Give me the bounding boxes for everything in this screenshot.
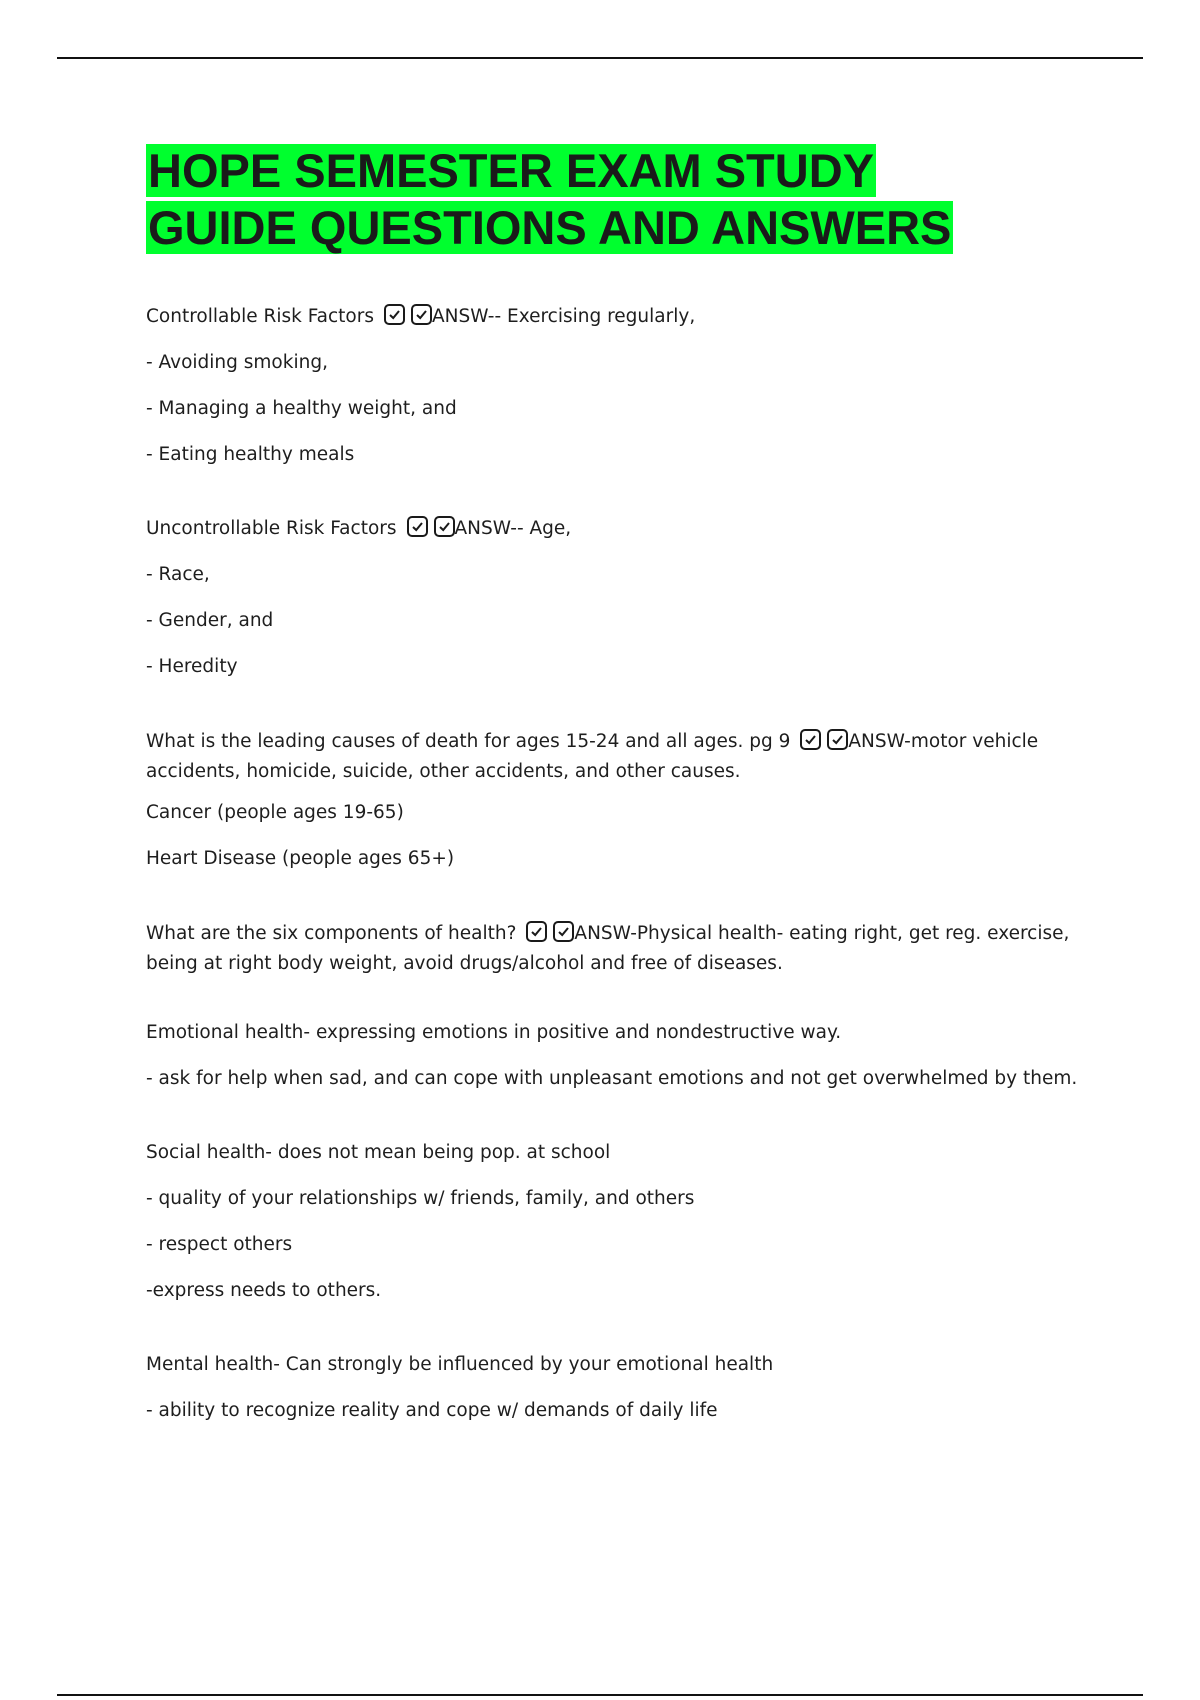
paragraph-line: - quality of your relationships w/ friends, family, and others bbox=[146, 1188, 695, 1209]
answer-line: - Gender, and bbox=[146, 610, 274, 631]
qa-question-line bbox=[146, 515, 1086, 543]
entries bbox=[146, 303, 1086, 1425]
answer-line: Heart Disease (people ages 65+) bbox=[146, 848, 455, 869]
qa-entry bbox=[146, 515, 1086, 681]
answer-line: - Managing a healthy weight, and bbox=[146, 398, 457, 419]
question-text: Controllable Risk Factors bbox=[146, 306, 374, 327]
paragraph-line: Mental health- Can strongly be influenced by your emotional health bbox=[146, 1354, 774, 1375]
answer-line: - Avoiding smoking, bbox=[146, 352, 328, 373]
checkbox-checked-icon bbox=[827, 729, 848, 750]
paragraph-line: - ask for help when sad, and can cope with unpleasant emotions and not get overwhelmed by them. bbox=[146, 1068, 1078, 1089]
checkbox-checked-icon bbox=[800, 729, 821, 750]
paragraph-block bbox=[146, 1019, 1086, 1093]
question-text: What is the leading causes of death for ages 15-24 and all ages. pg 9 bbox=[146, 731, 791, 752]
document-page bbox=[146, 142, 1086, 1443]
paragraph-block bbox=[146, 1351, 1086, 1425]
paragraph-line: - ability to recognize reality and cope w/ demands of daily life bbox=[146, 1400, 718, 1421]
answer-text: ANSW-- Exercising regularly, bbox=[432, 306, 696, 327]
paragraph-line: - respect others bbox=[146, 1234, 293, 1255]
answer-line: Cancer (people ages 19-65) bbox=[146, 802, 404, 823]
paragraph-line: -express needs to others. bbox=[146, 1280, 382, 1301]
answer-line: - Race, bbox=[146, 564, 210, 585]
answer-line: - Heredity bbox=[146, 656, 238, 677]
title-block bbox=[146, 142, 1006, 256]
checkbox-checked-icon bbox=[384, 304, 405, 325]
answer-text: ANSW-motor vehicle accidents, homicide, suicide, other accidents, and other causes. bbox=[146, 731, 1039, 782]
answer-text: ANSW-Physical health- eating right, get reg. exercise, being at right body weight, avoid drugs/alcohol and free of diseases. bbox=[146, 923, 1070, 974]
checkbox-checked-icon bbox=[526, 921, 547, 942]
qa-entry bbox=[146, 727, 1086, 873]
checkbox-checked-icon bbox=[407, 516, 428, 537]
qa-question-line bbox=[146, 919, 1086, 979]
paragraph-block bbox=[146, 1139, 1086, 1305]
document-title: HOPE SEMESTER EXAM STUDY GUIDE QUESTIONS AND ANSWERS bbox=[148, 144, 952, 254]
paragraph-line: Social health- does not mean being pop. at school bbox=[146, 1142, 611, 1163]
qa-question-line bbox=[146, 727, 1086, 787]
checkbox-checked-icon bbox=[553, 921, 574, 942]
question-text: Uncontrollable Risk Factors bbox=[146, 518, 397, 539]
checkbox-checked-icon bbox=[434, 516, 455, 537]
qa-entry bbox=[146, 919, 1086, 979]
qa-question-line bbox=[146, 303, 1086, 331]
answer-line: - Eating healthy meals bbox=[146, 444, 355, 465]
top-rule bbox=[57, 57, 1143, 59]
question-text: What are the six components of health? bbox=[146, 923, 517, 944]
checkbox-checked-icon bbox=[411, 304, 432, 325]
paragraph-line: Emotional health- expressing emotions in positive and nondestructive way. bbox=[146, 1022, 842, 1043]
answer-text: ANSW-- Age, bbox=[454, 518, 572, 539]
bottom-rule bbox=[57, 1694, 1143, 1696]
qa-entry bbox=[146, 303, 1086, 469]
